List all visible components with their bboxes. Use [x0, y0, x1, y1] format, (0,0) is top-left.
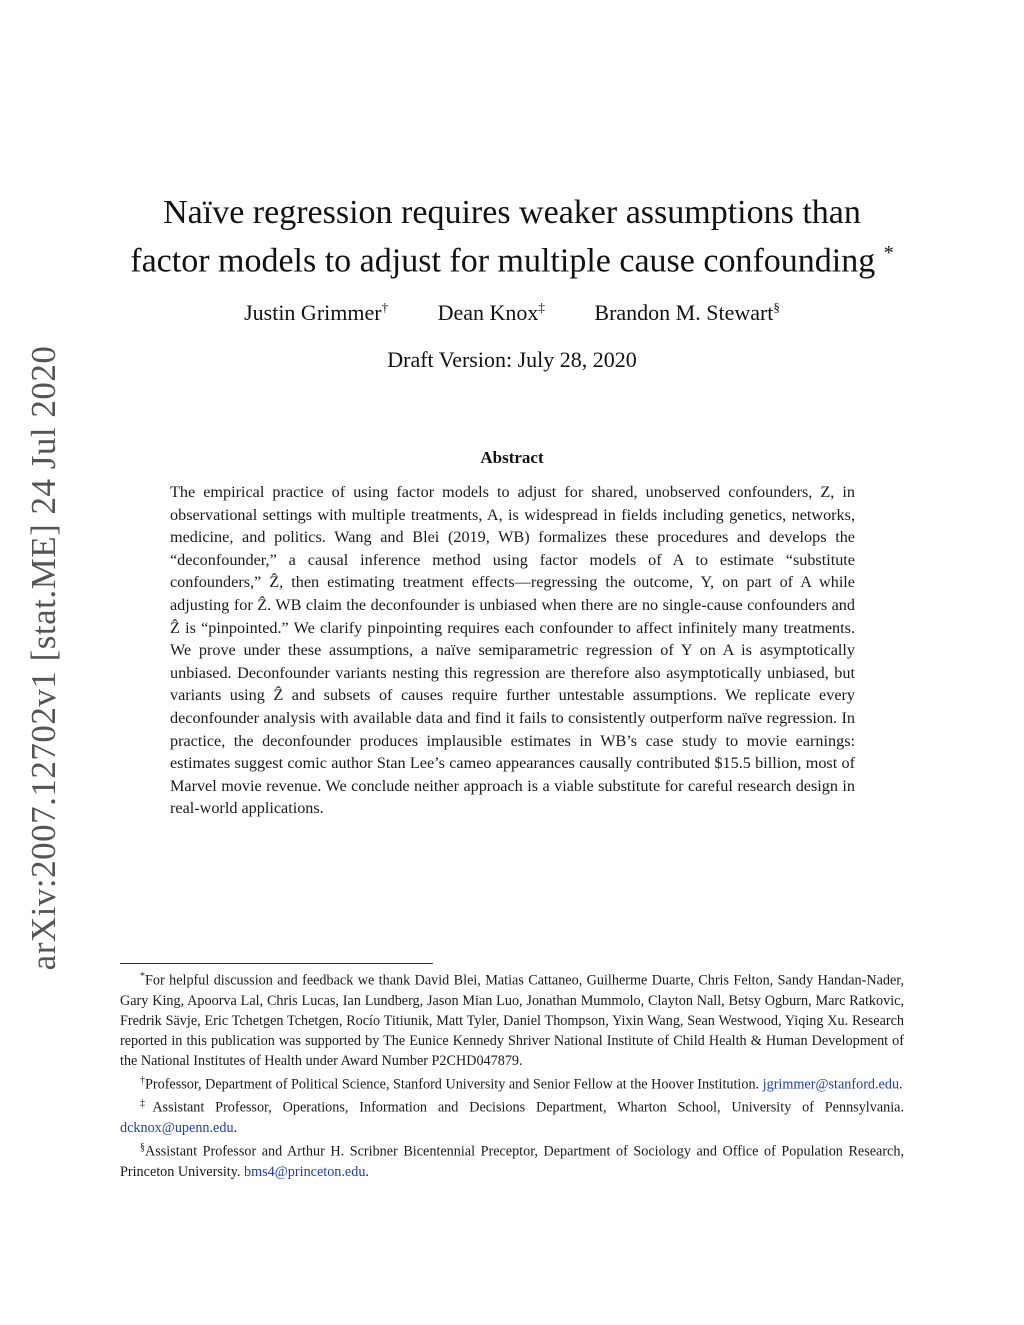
email-link-grimmer[interactable]: jgrimmer@stanford.edu: [762, 1076, 900, 1093]
footnote-text: Assistant Professor, Operations, Information and Decisions Department, Wharton School, University of Pennsylvania.: [152, 1100, 904, 1117]
author-name: Justin Grimmer: [244, 300, 382, 326]
author-mark: §: [773, 300, 780, 315]
author-list: [120, 300, 904, 326]
title-line-2: [100, 233, 924, 281]
email-link-knox[interactable]: dcknox@upenn.edu: [120, 1120, 234, 1137]
arxiv-identifier-stamp: arXiv:2007.12702v1 [stat.ME] 24 Jul 2020: [24, 345, 63, 971]
footnote-knox: ‡Assistant Professor, Operations, Information and Decisions Department, Wharton School, University of Pennsylvania. dcknox@upenn.edu.: [120, 1098, 904, 1137]
footnote-grimmer: †Professor, Department of Political Science, Stanford University and Senior Fellow at the Hoover Institution. jgrimmer@stanford.edu.: [140, 1074, 903, 1093]
author-mark: †: [381, 300, 389, 315]
footnote-mark: §: [140, 1142, 145, 1154]
footnote-mark: †: [140, 1074, 145, 1086]
footnote-mark: ‡: [140, 1098, 153, 1110]
abstract-text: The empirical practice of using factor models to adjust for shared, unobserved confounders, Z, in observational settings with multiple treatments, A, is widespread in fields including genetics, networks, medicine, and politics. Wang and Blei (2019, WB) formalizes these procedures and develops the “deconfounder,” a causal inference method using factor models of A to estimate “substitute confounders,” Ẑ, then estimating treatment effects—regressing the outcome, Y, on part of A while adjusting for Ẑ. WB claim the deconfounder is unbiased when there are no single-cause confounders and Ẑ is “pinpointed.” We clarify pinpointing requires each confounder to affect infinitely many treatments. We prove under these assumptions, a naïve semiparametric regression of Y on A is asymptotically unbiased. Deconfounder variants nesting this regression are therefore also asymptotically unbiased, but variants using Ẑ and subsets of causes require further untestable assumptions. We replicate every deconfounder analysis with available data and find it fails to consistently outperform naïve regression. In practice, the deconfounder produces implausible estimates in WB’s case study to movie earnings: estimates suggest comic author Stan Lee’s cameo appearances causally contributed $15.5 billion, most of Marvel movie revenue. We conclude neither approach is a viable substitute for careful research design in real-world applications.: [170, 483, 855, 818]
draft-version: Draft Version: July 28, 2020: [387, 347, 637, 372]
footnote-text: Professor, Department of Political Science, Stanford University and Senior Fellow at the Hoover Institution.: [145, 1076, 763, 1093]
author-name: Dean Knox: [437, 300, 539, 326]
email-link-stewart[interactable]: bms4@princeton.edu: [244, 1163, 366, 1180]
footnote-text: Assistant Professor and Arthur H. Scribner Bicentennial Preceptor, Department of Sociology and Office of Population Research, Princeton University.: [120, 1143, 904, 1180]
author-3: [594, 300, 780, 325]
author-mark: ‡: [538, 300, 545, 315]
author-2: [438, 300, 545, 325]
footnote-mark: *: [140, 971, 145, 982]
title-line-1: Naïve regression requires weaker assumptions than: [163, 194, 861, 231]
abstract-heading: Abstract: [480, 448, 544, 467]
footnotes: [120, 967, 904, 1182]
paper-title: [100, 193, 924, 281]
footnote-divider: [120, 963, 433, 964]
title-line-2-text: factor models to adjust for multiple cause confounding: [130, 242, 876, 280]
footnote-text: For helpful discussion and feedback we thank David Blei, Matias Cattaneo, Guilherme Duarte, Chris Felton, Sandy Handan-Nader, Gary King, Apoorva Lal, Chris Lucas, Ian Lundberg, Jason Mian Luo, Jonathan Mummolo, Clayton Nall, Betsy Ogburn, Marc Ratkovic, Fredrik Sävje, Eric Tchetgen Tchetgen, Rocío Titiunik, Matt Tyler, Daniel Thompson, Yixin Wang, Sean Westwood, Yiqing Xu. Research reported in this publication was supported by The Eunice Kennedy Shriver National Institute of Child Health & Human Development of the National Institutes of Health under Award Number P2CHD047879.: [120, 972, 904, 1069]
footnote-acknowledgments: [120, 967, 904, 1071]
author-1: [244, 300, 388, 325]
title-footnote-marker: *: [883, 242, 894, 264]
author-name: Brandon M. Stewart: [594, 300, 774, 326]
footnote-stewart: §Assistant Professor and Arthur H. Scribner Bicentennial Preceptor, Department of Sociology and Office of Population Research, Princeton University. bms4@princeton.edu.: [120, 1142, 904, 1180]
